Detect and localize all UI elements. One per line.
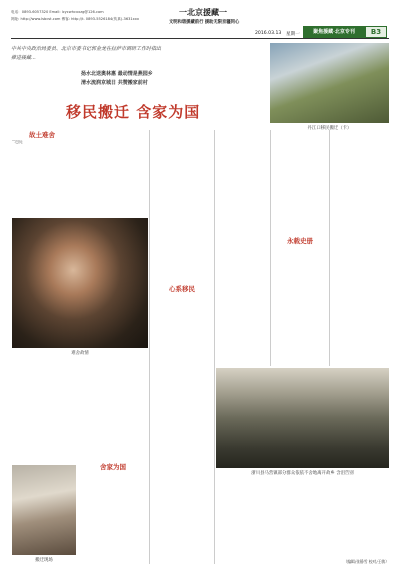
body-col-2a bbox=[80, 130, 146, 218]
subhead-2: 清水流润京城日 共赞搬家前村 bbox=[81, 80, 148, 86]
section-name: 聚焦援藏·北京专刊 bbox=[313, 29, 355, 35]
body-col-4a bbox=[216, 130, 268, 562]
body-col-1b bbox=[12, 358, 76, 462]
subhead-1: 扬水北送奥林惠 最动情是燕园乡 bbox=[81, 71, 153, 77]
main-headline: 移民搬迁 含家为国 bbox=[66, 103, 201, 121]
masthead bbox=[11, 8, 391, 42]
issue-date: 2016.03.13 bbox=[255, 31, 282, 36]
section-title: 故土难舍 bbox=[29, 131, 55, 139]
contact-site: 网址: http://www.lsbcst.com 博客: http://t. 0893-5526184(传真)-3631xxx bbox=[11, 17, 140, 21]
body-col-2c bbox=[80, 472, 146, 562]
kicker-2: 推进援藏... bbox=[11, 55, 36, 61]
brand-name: 一北京援藏一 bbox=[179, 7, 227, 17]
body-col-1a: "宅院 bbox=[12, 140, 23, 145]
kicker: 中共中央政治局委员、北京市委书记郭金龙在拉萨市调研工作时指出 bbox=[11, 46, 162, 52]
caption-moving-day: 搬迁现场 bbox=[35, 558, 53, 563]
photo-elderly-woman bbox=[12, 218, 148, 348]
body-col-3b bbox=[152, 294, 212, 562]
contact-phone: 电话：0893-6057320 Email: lcycwhcxxzg@126.com bbox=[11, 10, 104, 14]
body-col-6 bbox=[331, 132, 389, 364]
section-heading-1 bbox=[12, 130, 72, 139]
page-number: B3 bbox=[365, 26, 387, 38]
headline-block bbox=[11, 43, 269, 129]
caption-elderly-woman: 难舍故情 bbox=[71, 351, 89, 356]
brand-slogan: 文明和谐援藏前行 援助无限京疆同心 bbox=[169, 20, 240, 25]
photo-relocation-convoy bbox=[270, 43, 389, 123]
issue-weekday: 星期一 bbox=[286, 32, 300, 37]
caption-convoy: 丹江口移民搬迁（卡） bbox=[307, 126, 352, 131]
editor-credit: （编辑/张静雪 校对/王敏） bbox=[343, 559, 389, 564]
body-col-3a bbox=[152, 130, 212, 282]
body-col-2b bbox=[80, 358, 146, 458]
body-col-5a bbox=[272, 132, 328, 232]
photo-farewell-crowd bbox=[216, 368, 389, 468]
section-heading-3: 永载史册 bbox=[287, 237, 313, 245]
section-banner bbox=[303, 26, 365, 38]
section-heading-2: 心系移民 bbox=[169, 285, 195, 293]
caption-farewell: 浙川县马营镇部分群众依依不舍地离开故乡 含泪告别 bbox=[251, 471, 354, 476]
body-col-5b bbox=[272, 246, 328, 364]
body-col-8 bbox=[331, 478, 389, 558]
photo-moving-day bbox=[12, 465, 76, 555]
section-heading-4: 舍家为国 bbox=[100, 463, 126, 471]
body-col-7 bbox=[272, 478, 328, 564]
